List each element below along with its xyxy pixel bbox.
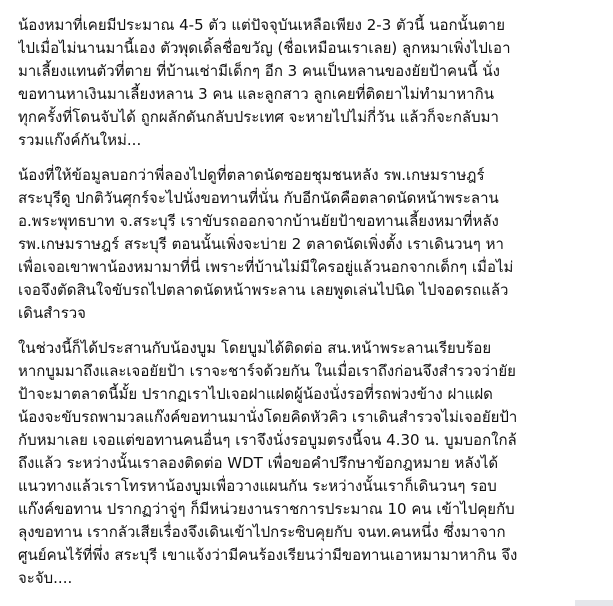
text-line: น้องหมาที่เคยมีประมาณ 4-5 ตัว แต่ปัจจุบันเหลือเพียง 2-3 ตัวนี้ นอกนั้นตาย — [18, 16, 505, 34]
text-line: จะจับ.... — [18, 569, 73, 587]
paragraph-2 — [18, 164, 595, 325]
text-line: ทุกครั้งที่โดนจับได้ ถูกผลักดันกลับประเทศ จะหายไปไม่กี่วัน แล้วก็จะกลับมา — [18, 108, 499, 126]
corner-mark — [575, 600, 613, 606]
text-line: เพื่อเจอเขาพาน้องหมามาที่นี่ เพราะที่บ้านไม่มีใครอยู่แล้วนอกจากเด็กๆ เมื่อไม่ — [18, 258, 514, 276]
text-line: รพ.เกษมราษฎร์ สระบุรี ตอนนั้นเพิ่งจะบ่าย 2 ตลาดนัดเพิ่งตั้ง เราเดินวนๆ หา — [18, 235, 504, 253]
text-line: ลุงขอทาน เรากลัวเสียเรื่องจึงเดินเข้าไปกระซิบคุยกับ จนท.คนหนึ่ง ซึ่งมาจาก — [18, 523, 506, 541]
text-line: กับหมาเลย เจอแต่ขอทานคนอื่นๆ เราจึงนั่งรอบูมตรงนี้จน 4.30 น. บูมบอกใกล้ — [18, 431, 517, 449]
text-line: ศูนย์คนไร้ที่พึ่ง สระบุรี เขาแจ้งว่ามีคนร้องเรียนว่ามีขอทานเอาหมามาหากิน จึง — [18, 546, 518, 564]
text-line: ถึงแล้ว ระหว่างนั้นเราลองติดต่อ WDT เพื่อขอคำปรึกษาข้อกฎหมาย หลังได้ — [18, 454, 499, 472]
text-line: ป้าจะมาตลาดนี้มั้ย ปรากฏเราไปเจอฝาแฝดผู้น้องนั่งรอที่รถพ่วงข้าง ฝาแฝด — [18, 385, 493, 403]
text-line: เดินสำรวจ — [18, 304, 86, 322]
text-line: ในช่วงนี้ก็ได้ประสานกับน้องบูม โดยบูมได้ติดต่อ สน.หน้าพระลานเรียบร้อย — [18, 339, 492, 357]
text-line: แก๊งค์ขอทาน ปรากฏว่าจู่ๆ ก็มีหน่วยงานราชการประมาณ 10 คน เข้าไปคุยกับ — [18, 500, 515, 518]
text-line: หากบูมมาถึงและเจอยัยป้า เราจะชาร์จด้วยกัน ในเมื่อเราถึงก่อนจึงสำรวจว่ายัย — [18, 362, 516, 380]
text-line: อ.พระพุทธบาท จ.สระบุรี เราขับรถออกจากบ้านยัยป้าขอทานเลี้ยงหมาที่หลัง — [18, 212, 499, 230]
text-line: น้องที่ให้ข้อมูลบอกว่าพี่ลองไปดูที่ตลาดนัดซอยชุมชนหลัง รพ.เกษมราษฎร์ — [18, 166, 485, 184]
text-line: เจอจึงตัดสินใจขับรถไปตลาดนัดหน้าพระลาน เลยพูดเล่นไปนิด ไปจอดรถแล้ว — [18, 281, 509, 299]
text-line: มาเลี้ยงแทนตัวที่ตาย ที่บ้านเช่ามีเด็กๆ อีก 3 คนเป็นหลานของยัยป้าคนนี้ นั่ง — [18, 62, 500, 80]
text-line: น้องจะขับรถพามวลแก๊งค์ขอทานมานั่งโดยคิดหัวคิว เราเดินสำรวจไม่เจอยัยป้า — [18, 408, 518, 426]
text-line: ขอทานหาเงินมาเลี้ยงหลาน 3 คน และลูกสาว ลูกเคยที่ติดยาไม่ทำมาหากิน — [18, 85, 494, 103]
text-line: แนวทางแล้วเราโทรหาน้องบูมเพื่อวางแผนกัน ระหว่างนั้นเราก็เดินวนๆ รอบ — [18, 477, 497, 495]
text-line: ไปเมื่อไม่นานมานี้เอง ตัวพุดเดิ้ลชื่อขวัญ (ชื่อเหมือนเราเลย) ลูกหมาเพิ่งไปเอา — [18, 39, 511, 57]
paragraph-3 — [18, 337, 595, 590]
text-line: สระบุรีดู ปกติวันศุกร์จะไปนั่งขอทานที่นั่น กับอีกนัดคือตลาดนัดหน้าพระลาน — [18, 189, 499, 207]
text-line: รวมแก๊งค์กันใหม่... — [18, 131, 142, 149]
paragraph-1 — [18, 14, 595, 152]
